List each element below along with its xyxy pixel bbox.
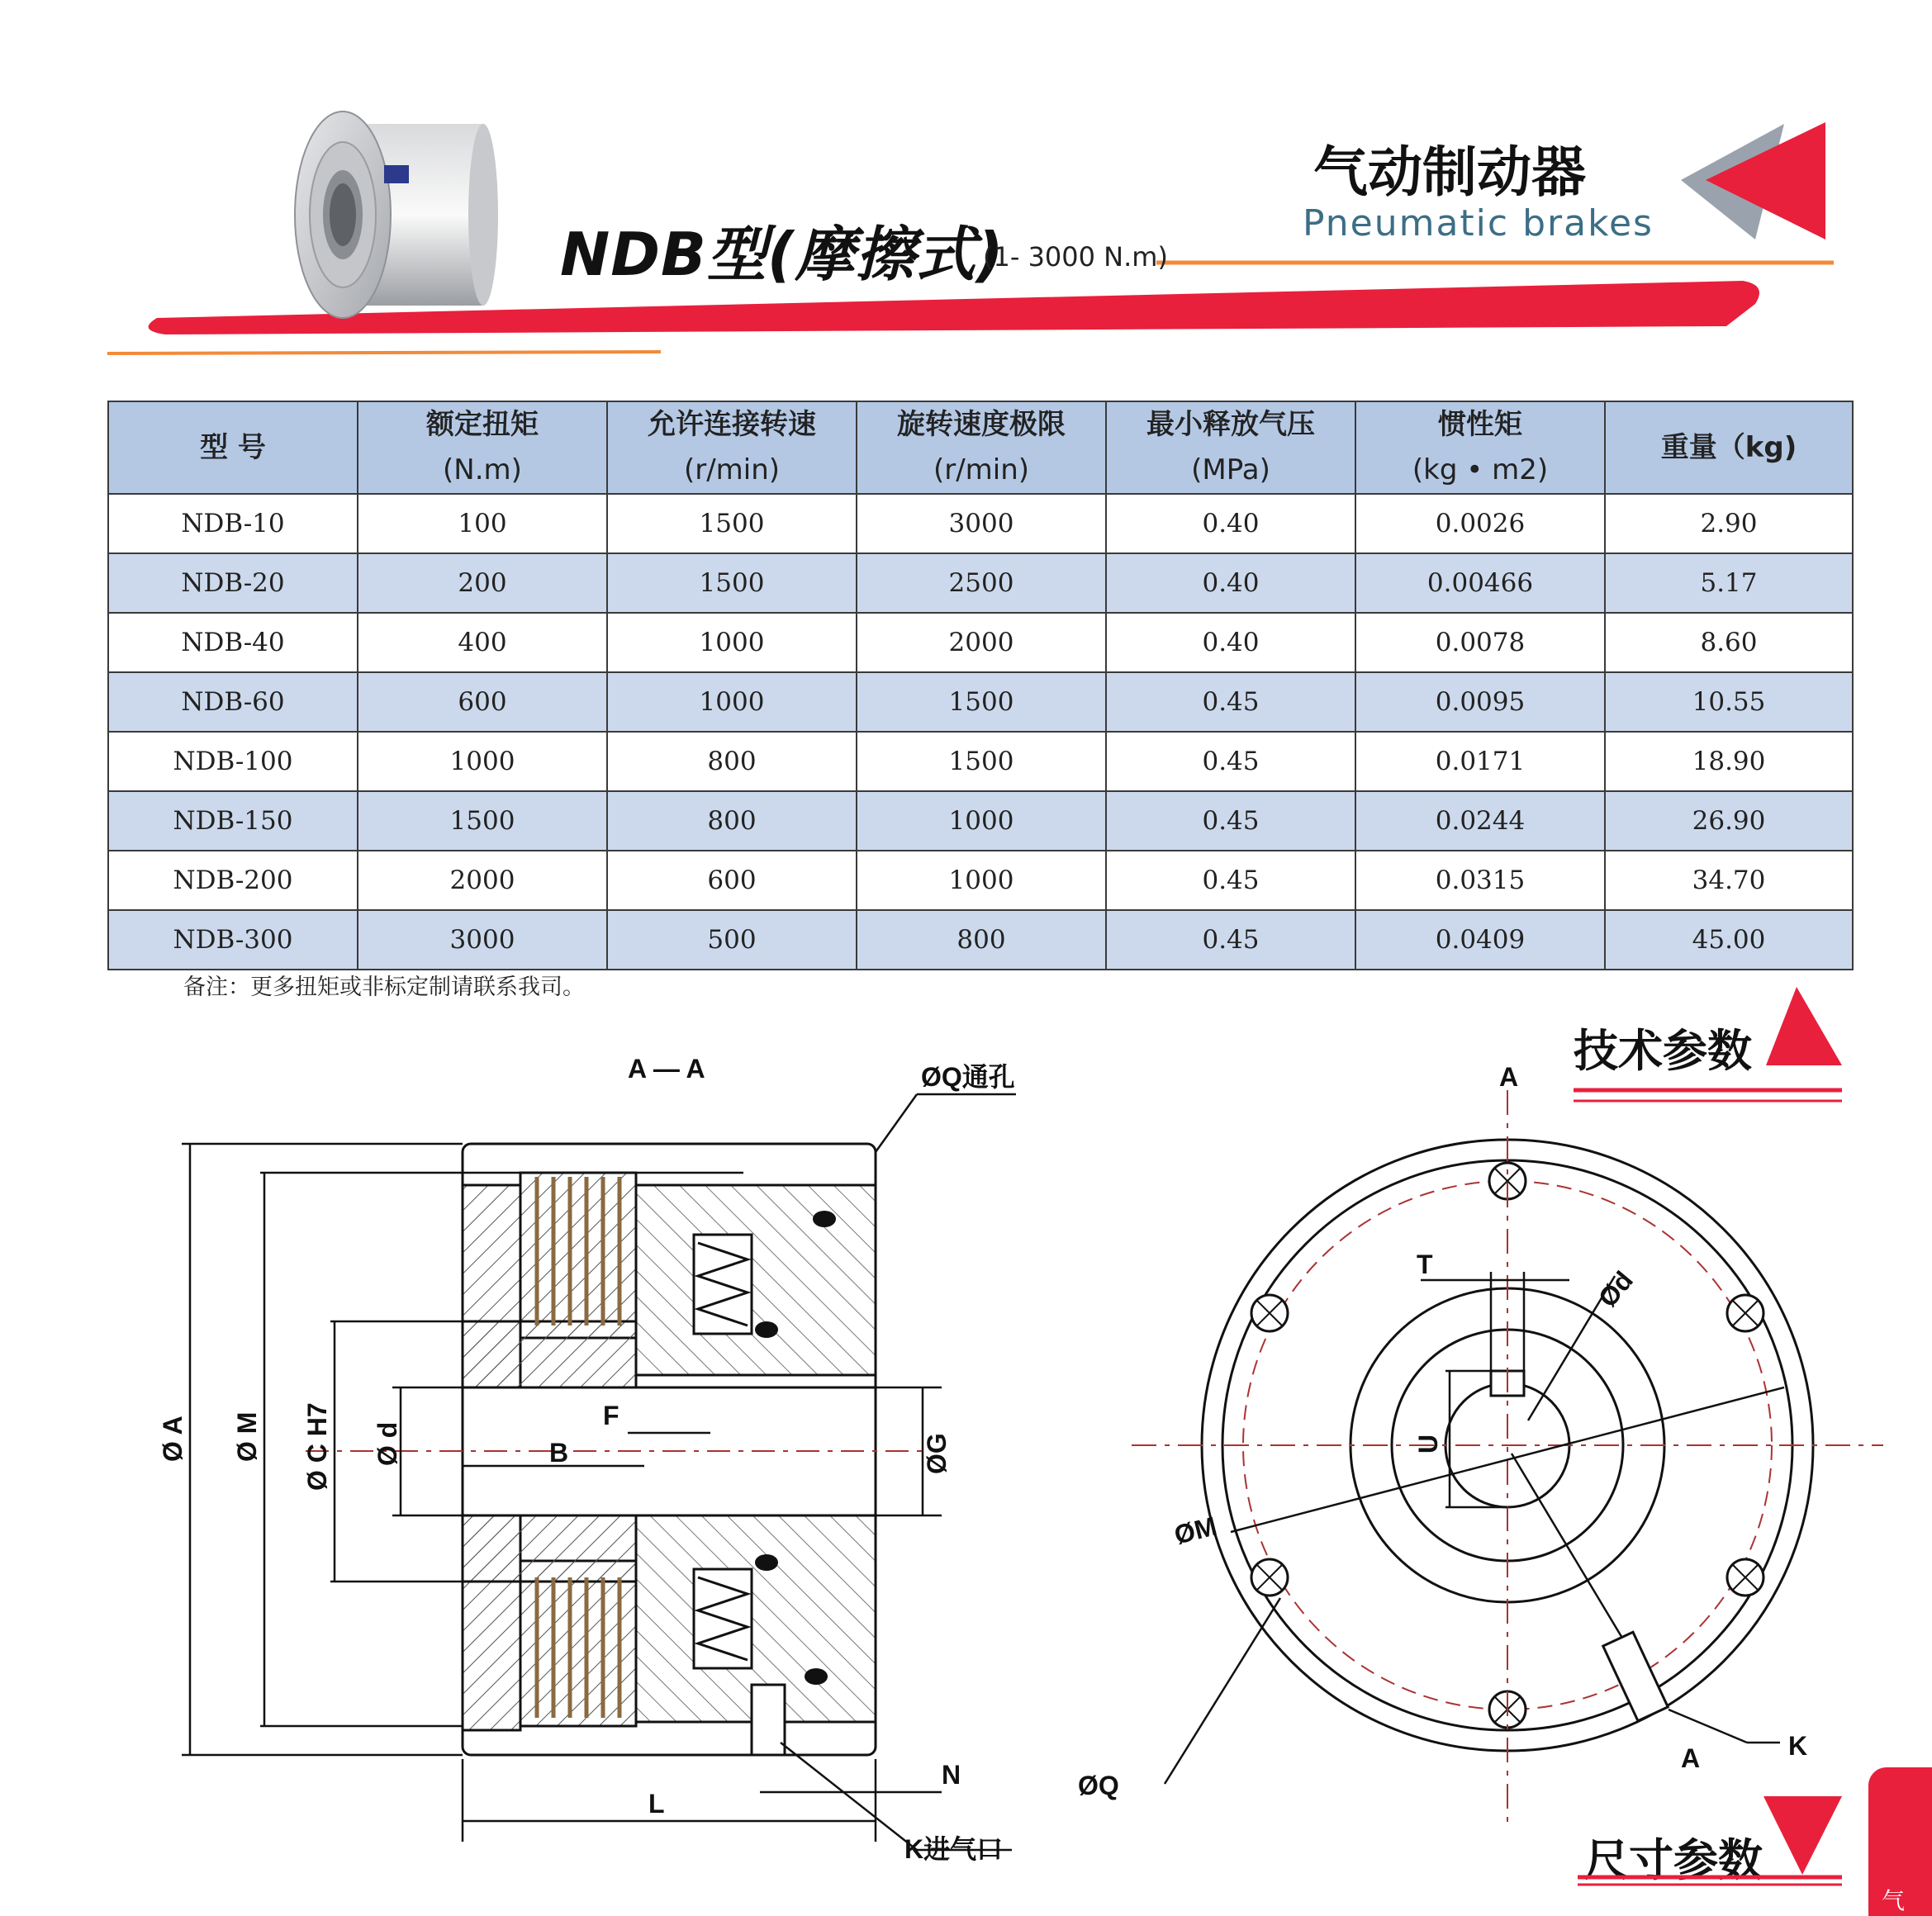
section-title: A — A (628, 1054, 705, 1084)
cell-allowed-speed: 1000 (607, 613, 857, 672)
label-b: B (549, 1438, 569, 1468)
cell-model: NDB-200 (108, 851, 358, 910)
cell-torque: 100 (358, 494, 607, 553)
cell-torque: 1500 (358, 791, 607, 851)
face-label-m: ØM (1170, 1511, 1220, 1550)
label-n: N (942, 1760, 961, 1790)
cell-max-speed: 3000 (857, 494, 1106, 553)
cell-model: NDB-100 (108, 732, 358, 791)
cell-model: NDB-150 (108, 791, 358, 851)
cell-torque: 400 (358, 613, 607, 672)
face-label-t: T (1417, 1250, 1433, 1279)
cell-inertia: 0.0095 (1355, 672, 1605, 732)
table-row (108, 672, 1853, 732)
cell-pressure: 0.45 (1106, 791, 1355, 851)
cell-max-speed: 2500 (857, 553, 1106, 613)
cell-torque: 2000 (358, 851, 607, 910)
table-header-row (108, 401, 1853, 494)
table-row (108, 553, 1853, 613)
face-label-d: Ød (1592, 1265, 1639, 1313)
col-header-torque: 额定扭矩 (N.m) (358, 401, 607, 494)
cell-torque: 600 (358, 672, 607, 732)
col-header-release-pressure: 最小释放气压 (MPa) (1106, 401, 1355, 494)
cell-max-speed: 1000 (857, 851, 1106, 910)
face-label-a-bottom: A (1681, 1743, 1701, 1773)
cell-allowed-speed: 800 (607, 732, 857, 791)
section-drawing (149, 1041, 1057, 1875)
label-k-inlet: K进气口 (904, 1834, 1004, 1864)
down-triangle-icon (1763, 1796, 1842, 1875)
spec-table (107, 401, 1854, 970)
cell-weight: 2.90 (1605, 494, 1853, 553)
cell-inertia: 0.0244 (1355, 791, 1605, 851)
brake-product-image (293, 99, 491, 330)
label-l: L (648, 1789, 665, 1819)
label-f: F (603, 1401, 619, 1430)
side-tab-label: 气 (1882, 1887, 1906, 1914)
table-note: 备注：更多扭矩或非标定制请联系我司。 (183, 975, 585, 1000)
cell-allowed-speed: 1500 (607, 553, 857, 613)
label-diameter-a: Ø A (158, 1416, 188, 1462)
cell-max-speed: 2000 (857, 613, 1106, 672)
cell-weight: 18.90 (1605, 732, 1853, 791)
col-header-model: 型 号 (108, 401, 358, 494)
cell-allowed-speed: 600 (607, 851, 857, 910)
cell-torque: 3000 (358, 910, 607, 970)
label-diameter-g: ØG (922, 1433, 952, 1474)
cell-pressure: 0.40 (1106, 613, 1355, 672)
face-label-q: ØQ (1078, 1771, 1119, 1800)
table-row (108, 851, 1853, 910)
face-label-a-top: A (1499, 1062, 1519, 1092)
cell-allowed-speed: 800 (607, 791, 857, 851)
cell-pressure: 0.45 (1106, 732, 1355, 791)
cell-max-speed: 1000 (857, 791, 1106, 851)
cell-torque: 1000 (358, 732, 607, 791)
col-header-max-speed: 旋转速度极限 (r/min) (857, 401, 1106, 494)
cell-weight: 45.00 (1605, 910, 1853, 970)
cell-model: NDB-40 (108, 613, 358, 672)
cell-inertia: 0.0315 (1355, 851, 1605, 910)
cell-weight: 10.55 (1605, 672, 1853, 732)
face-drawing (1078, 1057, 1916, 1858)
dim-heading-decor (1578, 1792, 1842, 1887)
cell-pressure: 0.45 (1106, 910, 1355, 970)
cell-inertia: 0.0078 (1355, 613, 1605, 672)
table-row (108, 613, 1853, 672)
cell-weight: 5.17 (1605, 553, 1853, 613)
face-label-u: U (1413, 1434, 1443, 1454)
col-header-allowed-speed: 允许连接转速 (r/min) (607, 401, 857, 494)
tech-heading-decor (1569, 987, 1846, 1111)
cell-allowed-speed: 1000 (607, 672, 857, 732)
cn-title: 气动制动器 (1313, 140, 1586, 204)
table-row (108, 732, 1853, 791)
cell-model: NDB-60 (108, 672, 358, 732)
up-triangle-icon (1766, 987, 1842, 1065)
cell-pressure: 0.45 (1106, 672, 1355, 732)
cell-pressure: 0.45 (1106, 851, 1355, 910)
col-header-inertia: 惯性矩 (kg • m2) (1355, 401, 1605, 494)
tech-params-heading: 技术参数 (1574, 1025, 1752, 1077)
label-q-hole: ØQ通孔 (921, 1062, 1015, 1092)
cell-model: NDB-300 (108, 910, 358, 970)
cell-pressure: 0.40 (1106, 553, 1355, 613)
series-title: NDB型(摩擦式) (560, 220, 1004, 289)
table-row (108, 910, 1853, 970)
en-title: Pneumatic brakes (1303, 202, 1654, 244)
cell-weight: 8.60 (1605, 613, 1853, 672)
table-row (108, 791, 1853, 851)
header-banner (0, 0, 1932, 380)
face-label-k: K (1788, 1731, 1808, 1761)
table-row (108, 494, 1853, 553)
cell-inertia: 0.0409 (1355, 910, 1605, 970)
cell-max-speed: 800 (857, 910, 1106, 970)
label-diameter-m: Ø M (232, 1411, 262, 1462)
cell-allowed-speed: 1500 (607, 494, 857, 553)
cell-inertia: 0.0026 (1355, 494, 1605, 553)
cell-weight: 26.90 (1605, 791, 1853, 851)
cell-max-speed: 1500 (857, 732, 1106, 791)
label-diameter-d: Ø d (373, 1421, 402, 1466)
cell-inertia: 0.0171 (1355, 732, 1605, 791)
label-diameter-c: Ø C H7 (302, 1402, 332, 1491)
cell-max-speed: 1500 (857, 672, 1106, 732)
cell-allowed-speed: 500 (607, 910, 857, 970)
cell-torque: 200 (358, 553, 607, 613)
cell-model: NDB-10 (108, 494, 358, 553)
cell-pressure: 0.40 (1106, 494, 1355, 553)
col-header-weight: 重量（kg) (1605, 401, 1853, 494)
cell-inertia: 0.00466 (1355, 553, 1605, 613)
logo-plate (384, 165, 409, 183)
cell-weight: 34.70 (1605, 851, 1853, 910)
torque-range: (1- 3000 N.m) (983, 241, 1168, 273)
banner-underline (107, 352, 661, 353)
dimension-params-heading: 尺寸参数 (1584, 1834, 1763, 1886)
cell-model: NDB-20 (108, 553, 358, 613)
